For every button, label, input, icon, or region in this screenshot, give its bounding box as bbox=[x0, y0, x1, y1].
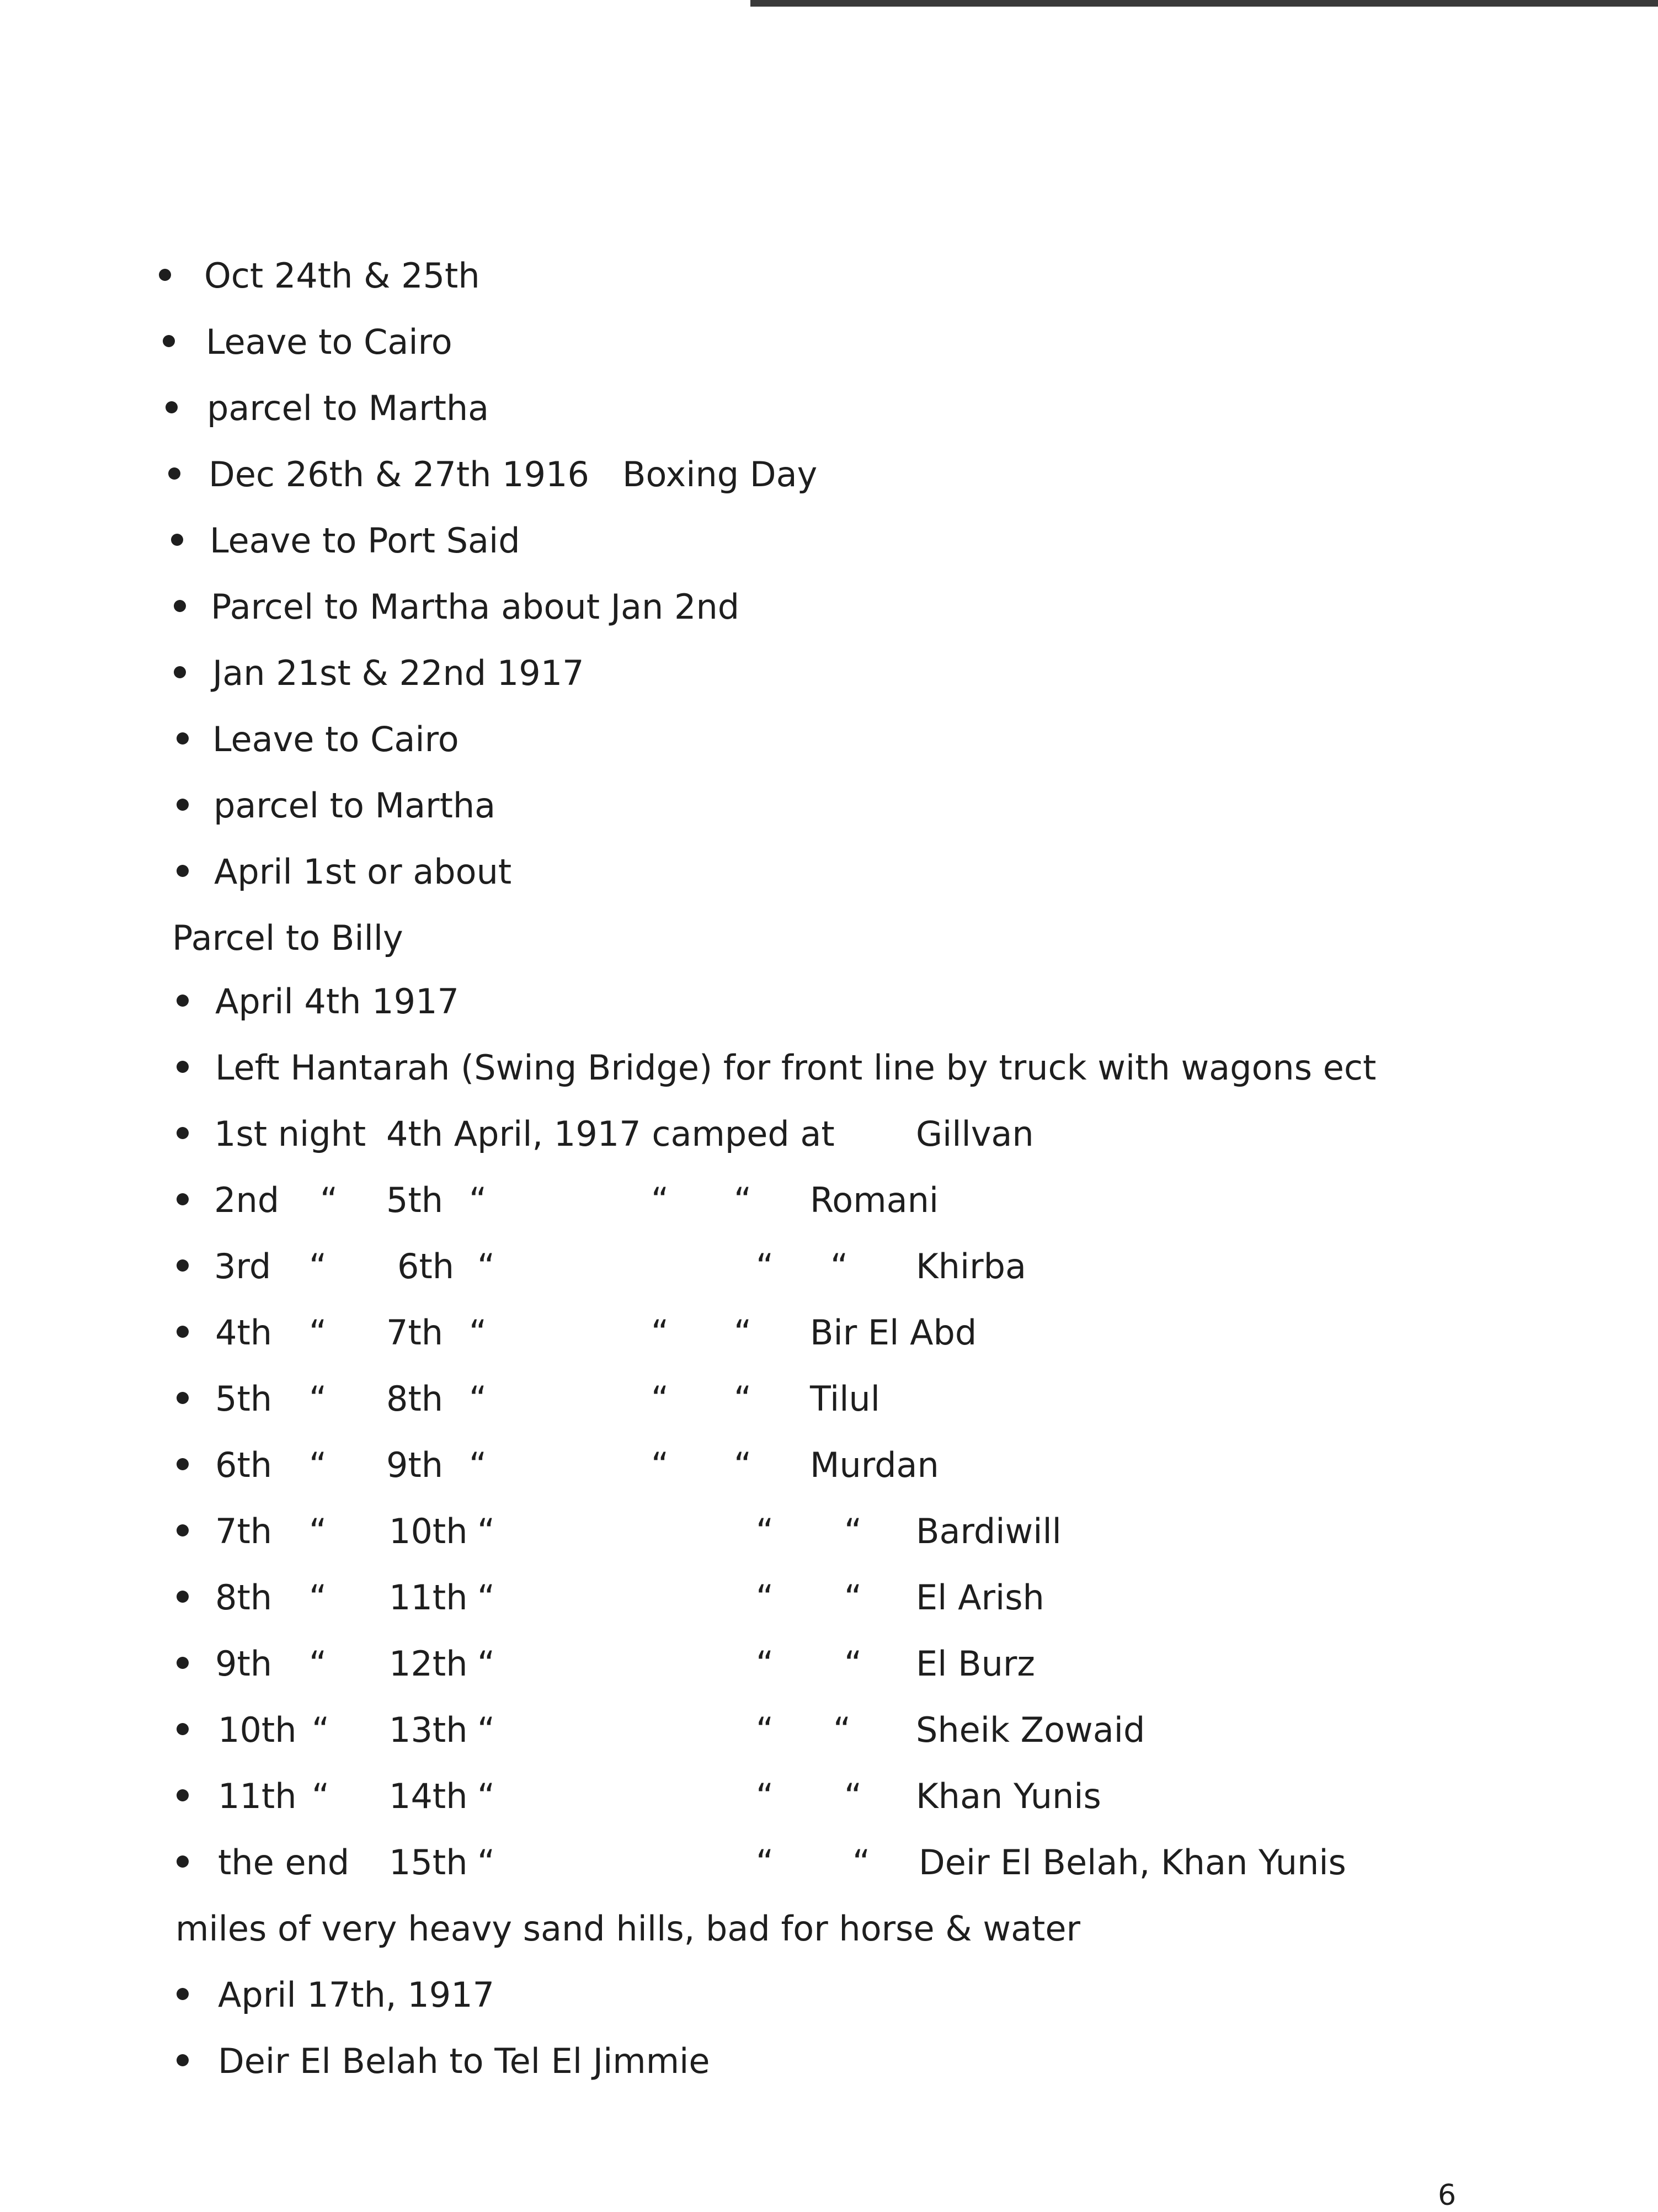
item-text: 6th bbox=[397, 1246, 455, 1286]
item-text: Murdan bbox=[810, 1445, 939, 1485]
item-text: “ bbox=[734, 1312, 752, 1353]
item-text: 9th bbox=[215, 1644, 273, 1684]
list-item bbox=[0, 582, 1658, 632]
list-item bbox=[0, 1043, 1658, 1093]
list-item bbox=[0, 1440, 1658, 1490]
bullet-icon bbox=[177, 865, 189, 877]
item-text: parcel to Martha bbox=[214, 785, 496, 826]
item-text: Bardiwill bbox=[916, 1511, 1062, 1551]
bullet-icon bbox=[177, 1723, 189, 1735]
text-line bbox=[0, 1904, 1658, 1954]
item-text: “ bbox=[756, 1577, 774, 1618]
list-item bbox=[0, 516, 1658, 566]
item-text: “ bbox=[833, 1710, 851, 1750]
bullet-icon bbox=[166, 401, 178, 413]
item-text: the end bbox=[218, 1842, 350, 1883]
item-text: El Arish bbox=[916, 1577, 1044, 1618]
list-item bbox=[0, 1838, 1658, 1887]
bullet-icon bbox=[177, 799, 189, 811]
bullet-icon bbox=[177, 1127, 189, 1139]
item-text: “ bbox=[651, 1445, 669, 1485]
list-item bbox=[0, 1176, 1658, 1225]
item-text: 6th bbox=[215, 1445, 273, 1485]
item-text: “ bbox=[469, 1445, 487, 1485]
list-item bbox=[0, 1308, 1658, 1358]
item-text: Leave to Cairo bbox=[212, 719, 459, 759]
item-text: “ bbox=[734, 1445, 752, 1485]
item-text: 12th bbox=[389, 1644, 468, 1684]
item-text: “ bbox=[756, 1776, 774, 1816]
bullet-icon bbox=[177, 1855, 189, 1868]
item-text: Deir El Belah to Tel El Jimmie bbox=[218, 2041, 710, 2081]
item-text: “ bbox=[756, 1710, 774, 1750]
item-text: 10th bbox=[218, 1710, 297, 1750]
item-text: “ bbox=[651, 1379, 669, 1419]
item-text: Bir El Abd bbox=[810, 1312, 977, 1353]
item-text: “ bbox=[469, 1379, 487, 1419]
item-text: Leave to Cairo bbox=[206, 322, 452, 362]
item-text: Boxing Day bbox=[622, 454, 818, 494]
list-item bbox=[0, 2036, 1658, 2086]
item-text: 7th bbox=[215, 1511, 273, 1551]
item-text: 2nd bbox=[214, 1180, 280, 1220]
bullet-icon bbox=[163, 335, 175, 347]
item-text: “ bbox=[477, 1776, 495, 1816]
item-text: Parcel to Martha about Jan 2nd bbox=[211, 587, 740, 627]
item-text: “ bbox=[309, 1246, 327, 1286]
item-text: “ bbox=[734, 1180, 752, 1220]
list-item bbox=[0, 715, 1658, 764]
bullet-icon bbox=[171, 534, 183, 546]
item-text: Khan Yunis bbox=[916, 1776, 1101, 1816]
item-text: 13th bbox=[389, 1710, 468, 1750]
list-item bbox=[0, 384, 1658, 433]
bullet-icon bbox=[177, 1524, 189, 1536]
item-text: Jan 21st & 22nd 1917 bbox=[212, 653, 584, 693]
item-text: Khirba bbox=[916, 1246, 1027, 1286]
item-text: “ bbox=[651, 1180, 669, 1220]
bullet-icon bbox=[177, 995, 189, 1007]
list-item bbox=[0, 648, 1658, 698]
item-text: April 17th, 1917 bbox=[218, 1975, 495, 2015]
item-text: Tilul bbox=[810, 1379, 880, 1419]
item-text: “ bbox=[756, 1246, 774, 1286]
item-text: “ bbox=[469, 1312, 487, 1353]
item-text: “ bbox=[651, 1312, 669, 1353]
bullet-icon bbox=[177, 1326, 189, 1338]
item-text: “ bbox=[830, 1246, 849, 1286]
bullet-icon bbox=[174, 600, 186, 612]
item-text: 4th bbox=[215, 1312, 273, 1353]
item-text: 11th bbox=[389, 1577, 468, 1618]
text-line bbox=[0, 913, 1658, 963]
list-item bbox=[0, 1772, 1658, 1821]
item-text: April 1st or about bbox=[214, 852, 512, 892]
item-text: Gillvan bbox=[916, 1114, 1034, 1154]
list-item bbox=[0, 1374, 1658, 1424]
bullet-icon bbox=[177, 732, 189, 745]
item-text: “ bbox=[477, 1842, 495, 1883]
bullet-icon bbox=[177, 1657, 189, 1669]
item-text: “ bbox=[477, 1511, 495, 1551]
bullet-icon bbox=[177, 2054, 189, 2066]
item-text: miles of very heavy sand hills, bad for horse & water bbox=[175, 1908, 1081, 1949]
bullet-icon bbox=[177, 1789, 189, 1801]
item-text: “ bbox=[309, 1445, 327, 1485]
item-text: 9th bbox=[386, 1445, 444, 1485]
item-text: “ bbox=[312, 1710, 330, 1750]
item-text: “ bbox=[309, 1511, 327, 1551]
item-text: parcel to Martha bbox=[207, 388, 489, 428]
item-text: “ bbox=[312, 1776, 330, 1816]
item-text: “ bbox=[477, 1710, 495, 1750]
item-text: 11th bbox=[218, 1776, 297, 1816]
item-text: “ bbox=[844, 1776, 862, 1816]
item-text: “ bbox=[309, 1644, 327, 1684]
item-text: Romani bbox=[810, 1180, 939, 1220]
bullet-icon bbox=[177, 1591, 189, 1603]
item-text: “ bbox=[756, 1511, 774, 1551]
item-text: Dec 26th & 27th 1916 bbox=[209, 454, 589, 494]
bullet-icon bbox=[159, 269, 171, 281]
item-text: “ bbox=[320, 1180, 338, 1220]
list-item bbox=[0, 847, 1658, 897]
bullet-icon bbox=[177, 1061, 189, 1073]
item-text: Left Hantarah (Swing Bridge) for front line by truck with wagons ect bbox=[215, 1047, 1377, 1088]
item-text: April 4th 1917 bbox=[215, 981, 459, 1022]
bullet-icon bbox=[174, 666, 186, 678]
item-text: 4th April, 1917 camped at bbox=[386, 1114, 835, 1154]
item-text: 5th bbox=[386, 1180, 444, 1220]
list-item bbox=[0, 317, 1658, 367]
item-text: “ bbox=[756, 1842, 774, 1883]
list-item bbox=[0, 1507, 1658, 1556]
item-text: “ bbox=[309, 1577, 327, 1618]
item-text: 15th bbox=[389, 1842, 468, 1883]
item-text: “ bbox=[477, 1246, 495, 1286]
item-text: 8th bbox=[386, 1379, 444, 1419]
item-text: “ bbox=[844, 1577, 862, 1618]
item-text: “ bbox=[469, 1180, 487, 1220]
list-item bbox=[0, 1242, 1658, 1291]
bullet-icon bbox=[177, 1259, 189, 1272]
item-text: Oct 24th & 25th bbox=[204, 256, 480, 296]
list-item bbox=[0, 1109, 1658, 1159]
list-item bbox=[0, 1705, 1658, 1755]
item-text: Sheik Zowaid bbox=[916, 1710, 1145, 1750]
bullet-icon bbox=[168, 467, 180, 480]
list-item bbox=[0, 977, 1658, 1027]
list-item bbox=[0, 450, 1658, 499]
bullet-icon bbox=[177, 1193, 189, 1205]
item-text: 8th bbox=[215, 1577, 273, 1618]
item-text: 10th bbox=[389, 1511, 468, 1551]
item-text: “ bbox=[477, 1577, 495, 1618]
item-text: 5th bbox=[215, 1379, 273, 1419]
bullet-icon bbox=[177, 1392, 189, 1404]
item-text: “ bbox=[309, 1312, 327, 1353]
item-text: “ bbox=[844, 1644, 862, 1684]
bullet-icon bbox=[177, 1988, 189, 2000]
item-text: “ bbox=[852, 1842, 871, 1883]
list-item bbox=[0, 1573, 1658, 1623]
item-text: Deir El Belah, Khan Yunis bbox=[919, 1842, 1346, 1883]
item-text: “ bbox=[756, 1644, 774, 1684]
bullet-icon bbox=[177, 1458, 189, 1470]
list-item bbox=[0, 1970, 1658, 2020]
item-text: 3rd bbox=[214, 1246, 271, 1286]
item-text: “ bbox=[477, 1644, 495, 1684]
list-item bbox=[0, 251, 1658, 301]
list-item bbox=[0, 1639, 1658, 1689]
item-text: “ bbox=[734, 1379, 752, 1419]
item-text: 14th bbox=[389, 1776, 468, 1816]
item-text: El Burz bbox=[916, 1644, 1035, 1684]
page-number: 6 bbox=[1438, 2179, 1457, 2212]
item-text: “ bbox=[309, 1379, 327, 1419]
list-item bbox=[0, 781, 1658, 831]
item-text: 1st night bbox=[214, 1114, 366, 1154]
item-text: Parcel to Billy bbox=[172, 918, 403, 958]
item-text: “ bbox=[844, 1511, 862, 1551]
item-text: 7th bbox=[386, 1312, 444, 1353]
item-text: Leave to Port Said bbox=[210, 520, 520, 561]
